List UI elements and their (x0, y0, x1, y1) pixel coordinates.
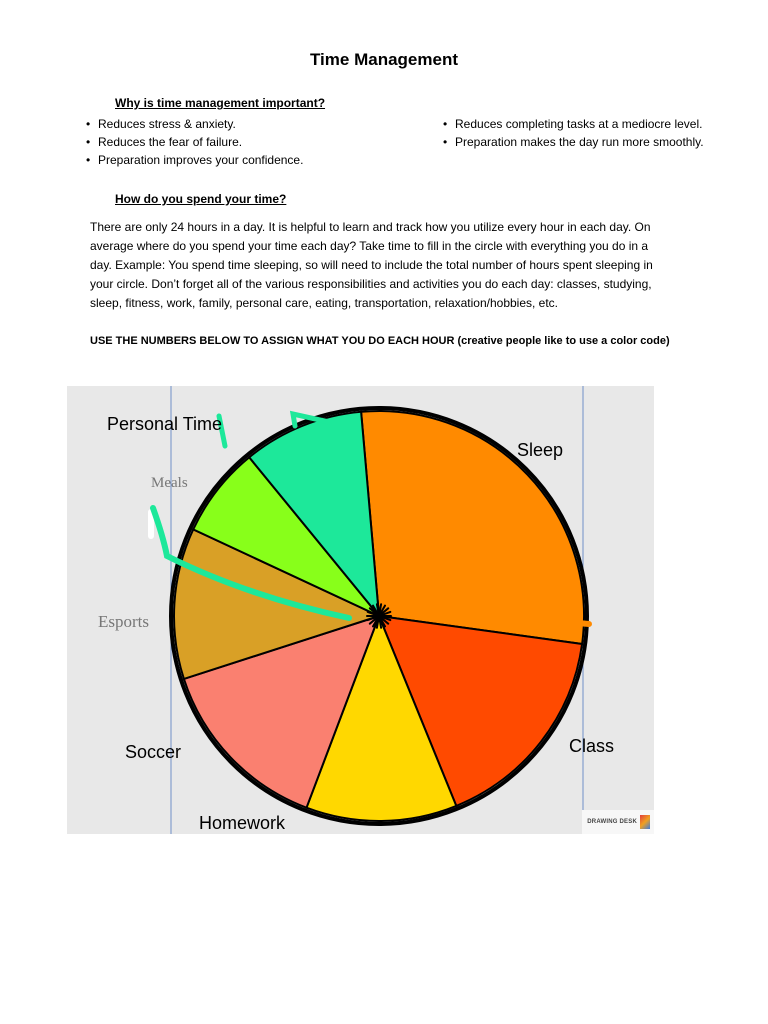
pie-label-class: Class (569, 736, 615, 756)
section-heading-why: Why is time management important? (115, 96, 326, 110)
left-bullet-list (86, 115, 406, 169)
bullet-item: • Preparation improves your confidence. (86, 151, 406, 169)
pie-label-meals: Meals (151, 475, 188, 491)
drawing-desk-watermark: DRAWING DESK (582, 810, 654, 834)
page-title: Time Management (309, 50, 458, 69)
bullet-item: • Reduces stress & anxiety. (86, 115, 406, 133)
pie-label-esports: Esports (98, 612, 149, 631)
drawing-canvas (67, 386, 654, 834)
pie-label-personal-time: Personal Time (107, 414, 223, 434)
section-heading-how: How do you spend your time? (115, 192, 287, 206)
pie-chart (67, 386, 654, 834)
drawing-desk-logo-icon (640, 815, 650, 829)
bullet-item: • Reduces the fear of failure. (86, 133, 406, 151)
instructions-paragraph: There are only 24 hours in a day. It is helpful to learn and track how you utilize every hour in each day. On average where do you spend your time each day? Take time to fill in the circle with everything you do in a day. Example: You spend time sleeping, so will need to include the total number of hours spent sleeping in your circle. Don’t forget all of the various responsibilities and activities you do each day: classes, studying, sleep, fitness, work, family, personal care, eating, transportation, relaxation/hobbies, etc. (90, 220, 653, 310)
bullet-item: • Reduces completing tasks at a mediocre level. (443, 115, 733, 133)
pie-label-sleep: Sleep (517, 440, 564, 460)
bullet-item: • Preparation makes the day run more smoothly. (443, 133, 733, 151)
sleep-tail-stroke (567, 622, 589, 624)
pie-label-homework: Homework (199, 813, 286, 833)
assign-instruction: USE THE NUMBERS BELOW TO ASSIGN WHAT YOU DO EACH HOUR (creative people like to use a color code) (90, 335, 670, 347)
pie-label-soccer: Soccer (125, 742, 182, 762)
right-bullet-list (443, 115, 733, 151)
